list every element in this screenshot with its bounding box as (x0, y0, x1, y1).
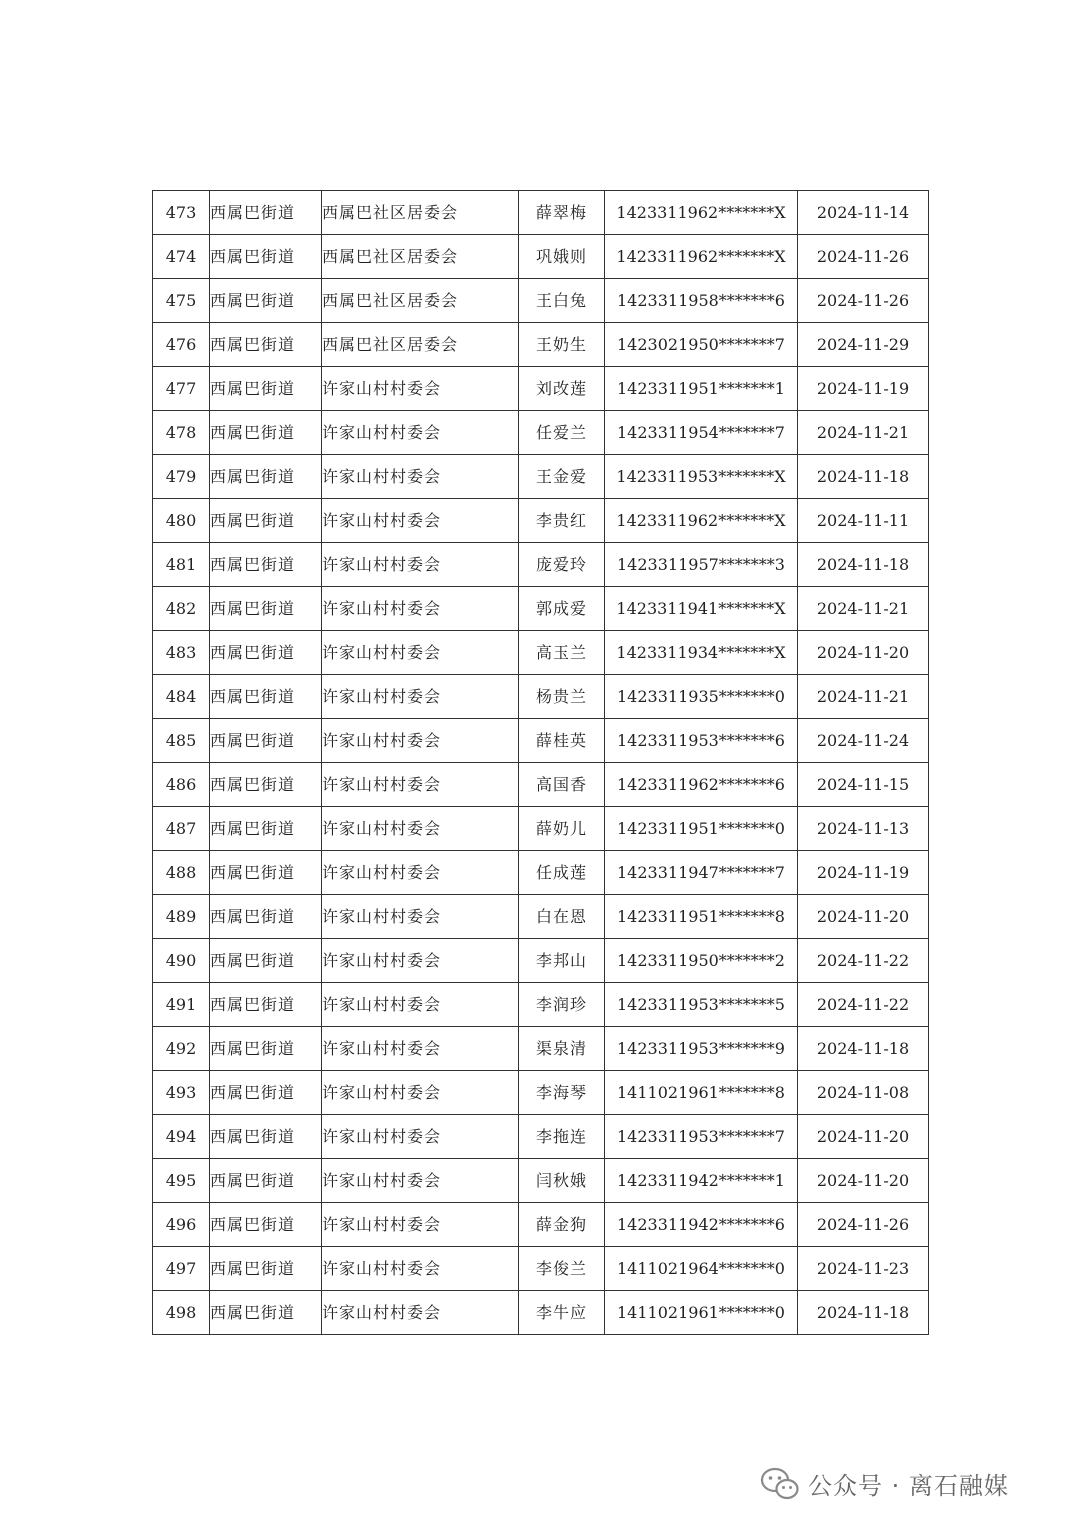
street-name-cell: 西属巴街道 (210, 1071, 322, 1115)
committee-name-cell: 许家山村村委会 (322, 675, 519, 719)
row-number-cell: 475 (153, 279, 210, 323)
row-number-cell: 483 (153, 631, 210, 675)
id-number-cell: 1411021961*******8 (605, 1071, 798, 1115)
id-number-cell: 1423311962*******6 (605, 763, 798, 807)
committee-name-cell: 许家山村村委会 (322, 939, 519, 983)
id-number-cell: 1423311953*******6 (605, 719, 798, 763)
id-number-cell: 1423311953*******7 (605, 1115, 798, 1159)
record-date-cell: 2024-11-26 (798, 235, 929, 279)
street-name-cell: 西属巴街道 (210, 1115, 322, 1159)
committee-name-cell: 许家山村村委会 (322, 455, 519, 499)
table-row (153, 895, 929, 939)
committee-name-cell: 许家山村村委会 (322, 587, 519, 631)
table-row (153, 675, 929, 719)
committee-name-cell: 许家山村村委会 (322, 1027, 519, 1071)
street-name-cell: 西属巴街道 (210, 543, 322, 587)
row-number-cell: 476 (153, 323, 210, 367)
record-date-cell: 2024-11-18 (798, 455, 929, 499)
id-number-cell: 1423311950*******2 (605, 939, 798, 983)
record-date-cell: 2024-11-19 (798, 367, 929, 411)
committee-name-cell: 许家山村村委会 (322, 807, 519, 851)
record-date-cell: 2024-11-20 (798, 1159, 929, 1203)
row-number-cell: 486 (153, 763, 210, 807)
street-name-cell: 西属巴街道 (210, 411, 322, 455)
id-number-cell: 1423311953*******9 (605, 1027, 798, 1071)
record-date-cell: 2024-11-18 (798, 543, 929, 587)
row-number-cell: 491 (153, 983, 210, 1027)
row-number-cell: 497 (153, 1247, 210, 1291)
person-name-cell: 李邦山 (519, 939, 605, 983)
table-row (153, 763, 929, 807)
id-number-cell: 1423311942*******6 (605, 1203, 798, 1247)
row-number-cell: 477 (153, 367, 210, 411)
committee-name-cell: 许家山村村委会 (322, 983, 519, 1027)
committee-name-cell: 许家山村村委会 (322, 499, 519, 543)
person-name-cell: 李贵红 (519, 499, 605, 543)
record-date-cell: 2024-11-20 (798, 895, 929, 939)
street-name-cell: 西属巴街道 (210, 191, 322, 235)
committee-name-cell: 西属巴社区居委会 (322, 279, 519, 323)
record-date-cell: 2024-11-22 (798, 983, 929, 1027)
row-number-cell: 493 (153, 1071, 210, 1115)
person-name-cell: 李牛应 (519, 1291, 605, 1335)
record-date-cell: 2024-11-20 (798, 1115, 929, 1159)
record-date-cell: 2024-11-13 (798, 807, 929, 851)
committee-name-cell: 许家山村村委会 (322, 1159, 519, 1203)
row-number-cell: 492 (153, 1027, 210, 1071)
committee-name-cell: 西属巴社区居委会 (322, 235, 519, 279)
person-name-cell: 庞爱玲 (519, 543, 605, 587)
street-name-cell: 西属巴街道 (210, 367, 322, 411)
table-row (153, 851, 929, 895)
table-row (153, 1291, 929, 1335)
row-number-cell: 494 (153, 1115, 210, 1159)
person-name-cell: 王奶生 (519, 323, 605, 367)
street-name-cell: 西属巴街道 (210, 807, 322, 851)
records-table (152, 190, 929, 1335)
record-date-cell: 2024-11-18 (798, 1291, 929, 1335)
id-number-cell: 1423311935*******0 (605, 675, 798, 719)
committee-name-cell: 西属巴社区居委会 (322, 323, 519, 367)
street-name-cell: 西属巴街道 (210, 983, 322, 1027)
table-row (153, 939, 929, 983)
person-name-cell: 任爱兰 (519, 411, 605, 455)
person-name-cell: 李润珍 (519, 983, 605, 1027)
street-name-cell: 西属巴街道 (210, 719, 322, 763)
person-name-cell: 李俊兰 (519, 1247, 605, 1291)
record-date-cell: 2024-11-22 (798, 939, 929, 983)
person-name-cell: 白在恩 (519, 895, 605, 939)
id-number-cell: 1423311954*******7 (605, 411, 798, 455)
person-name-cell: 薛翠梅 (519, 191, 605, 235)
record-date-cell: 2024-11-08 (798, 1071, 929, 1115)
id-number-cell: 1423311947*******7 (605, 851, 798, 895)
row-number-cell: 490 (153, 939, 210, 983)
street-name-cell: 西属巴街道 (210, 1247, 322, 1291)
table-row (153, 411, 929, 455)
table-row (153, 367, 929, 411)
record-date-cell: 2024-11-21 (798, 587, 929, 631)
table-row (153, 807, 929, 851)
id-number-cell: 1423311962*******X (605, 191, 798, 235)
street-name-cell: 西属巴街道 (210, 1027, 322, 1071)
table-row (153, 719, 929, 763)
street-name-cell: 西属巴街道 (210, 675, 322, 719)
row-number-cell: 489 (153, 895, 210, 939)
id-number-cell: 1423311958*******6 (605, 279, 798, 323)
row-number-cell: 481 (153, 543, 210, 587)
table-row (153, 499, 929, 543)
committee-name-cell: 许家山村村委会 (322, 1247, 519, 1291)
person-name-cell: 薛奶儿 (519, 807, 605, 851)
committee-name-cell: 许家山村村委会 (322, 719, 519, 763)
row-number-cell: 498 (153, 1291, 210, 1335)
table-row (153, 191, 929, 235)
street-name-cell: 西属巴街道 (210, 1291, 322, 1335)
record-date-cell: 2024-11-18 (798, 1027, 929, 1071)
person-name-cell: 郭成爱 (519, 587, 605, 631)
id-number-cell: 1423311951*******1 (605, 367, 798, 411)
table-row (153, 543, 929, 587)
table-row (153, 1071, 929, 1115)
committee-name-cell: 许家山村村委会 (322, 895, 519, 939)
row-number-cell: 474 (153, 235, 210, 279)
person-name-cell: 渠泉清 (519, 1027, 605, 1071)
watermark (760, 1466, 1009, 1501)
person-name-cell: 闫秋娥 (519, 1159, 605, 1203)
street-name-cell: 西属巴街道 (210, 279, 322, 323)
records-table-body (153, 191, 929, 1335)
person-name-cell: 薛桂英 (519, 719, 605, 763)
street-name-cell: 西属巴街道 (210, 631, 322, 675)
person-name-cell: 高国香 (519, 763, 605, 807)
street-name-cell: 西属巴街道 (210, 851, 322, 895)
person-name-cell: 王金爱 (519, 455, 605, 499)
id-number-cell: 1411021961*******0 (605, 1291, 798, 1335)
committee-name-cell: 许家山村村委会 (322, 631, 519, 675)
record-date-cell: 2024-11-15 (798, 763, 929, 807)
committee-name-cell: 许家山村村委会 (322, 1071, 519, 1115)
street-name-cell: 西属巴街道 (210, 895, 322, 939)
committee-name-cell: 许家山村村委会 (322, 411, 519, 455)
table-row (153, 1203, 929, 1247)
row-number-cell: 480 (153, 499, 210, 543)
record-date-cell: 2024-11-14 (798, 191, 929, 235)
person-name-cell: 任成莲 (519, 851, 605, 895)
person-name-cell: 李海琴 (519, 1071, 605, 1115)
person-name-cell: 李拖连 (519, 1115, 605, 1159)
record-date-cell: 2024-11-21 (798, 411, 929, 455)
person-name-cell: 刘改莲 (519, 367, 605, 411)
id-number-cell: 1411021964*******0 (605, 1247, 798, 1291)
committee-name-cell: 许家山村村委会 (322, 763, 519, 807)
street-name-cell: 西属巴街道 (210, 455, 322, 499)
table-row (153, 235, 929, 279)
row-number-cell: 495 (153, 1159, 210, 1203)
id-number-cell: 1423311951*******8 (605, 895, 798, 939)
row-number-cell: 478 (153, 411, 210, 455)
id-number-cell: 1423311942*******1 (605, 1159, 798, 1203)
street-name-cell: 西属巴街道 (210, 939, 322, 983)
committee-name-cell: 许家山村村委会 (322, 1115, 519, 1159)
street-name-cell: 西属巴街道 (210, 1203, 322, 1247)
table-row (153, 983, 929, 1027)
table-row (153, 323, 929, 367)
row-number-cell: 488 (153, 851, 210, 895)
committee-name-cell: 许家山村村委会 (322, 367, 519, 411)
street-name-cell: 西属巴街道 (210, 235, 322, 279)
id-number-cell: 1423311962*******X (605, 499, 798, 543)
row-number-cell: 479 (153, 455, 210, 499)
row-number-cell: 487 (153, 807, 210, 851)
row-number-cell: 496 (153, 1203, 210, 1247)
street-name-cell: 西属巴街道 (210, 763, 322, 807)
wechat-icon (760, 1467, 800, 1501)
committee-name-cell: 许家山村村委会 (322, 543, 519, 587)
id-number-cell: 1423311957*******3 (605, 543, 798, 587)
person-name-cell: 王白兔 (519, 279, 605, 323)
record-date-cell: 2024-11-26 (798, 279, 929, 323)
street-name-cell: 西属巴街道 (210, 323, 322, 367)
row-number-cell: 485 (153, 719, 210, 763)
street-name-cell: 西属巴街道 (210, 499, 322, 543)
committee-name-cell: 许家山村村委会 (322, 851, 519, 895)
record-date-cell: 2024-11-20 (798, 631, 929, 675)
table-row (153, 1247, 929, 1291)
row-number-cell: 482 (153, 587, 210, 631)
id-number-cell: 1423311951*******0 (605, 807, 798, 851)
committee-name-cell: 许家山村村委会 (322, 1203, 519, 1247)
street-name-cell: 西属巴街道 (210, 1159, 322, 1203)
record-date-cell: 2024-11-21 (798, 675, 929, 719)
id-number-cell: 1423311934*******X (605, 631, 798, 675)
person-name-cell: 杨贵兰 (519, 675, 605, 719)
record-date-cell: 2024-11-29 (798, 323, 929, 367)
table-row (153, 1115, 929, 1159)
record-date-cell: 2024-11-11 (798, 499, 929, 543)
id-number-cell: 1423311953*******X (605, 455, 798, 499)
committee-name-cell: 西属巴社区居委会 (322, 191, 519, 235)
row-number-cell: 484 (153, 675, 210, 719)
person-name-cell: 巩娥则 (519, 235, 605, 279)
id-number-cell: 1423311962*******X (605, 235, 798, 279)
record-date-cell: 2024-11-23 (798, 1247, 929, 1291)
table-row (153, 1159, 929, 1203)
record-date-cell: 2024-11-26 (798, 1203, 929, 1247)
person-name-cell: 高玉兰 (519, 631, 605, 675)
table-row (153, 587, 929, 631)
table-row (153, 1027, 929, 1071)
watermark-text: 公众号 · 离石融媒 (808, 1472, 1009, 1500)
record-date-cell: 2024-11-19 (798, 851, 929, 895)
table-row (153, 631, 929, 675)
table-row (153, 455, 929, 499)
id-number-cell: 1423311953*******5 (605, 983, 798, 1027)
row-number-cell: 473 (153, 191, 210, 235)
person-name-cell: 薛金狗 (519, 1203, 605, 1247)
committee-name-cell: 许家山村村委会 (322, 1291, 519, 1335)
id-number-cell: 1423311941*******X (605, 587, 798, 631)
street-name-cell: 西属巴街道 (210, 587, 322, 631)
table-row (153, 279, 929, 323)
id-number-cell: 1423021950*******7 (605, 323, 798, 367)
record-date-cell: 2024-11-24 (798, 719, 929, 763)
